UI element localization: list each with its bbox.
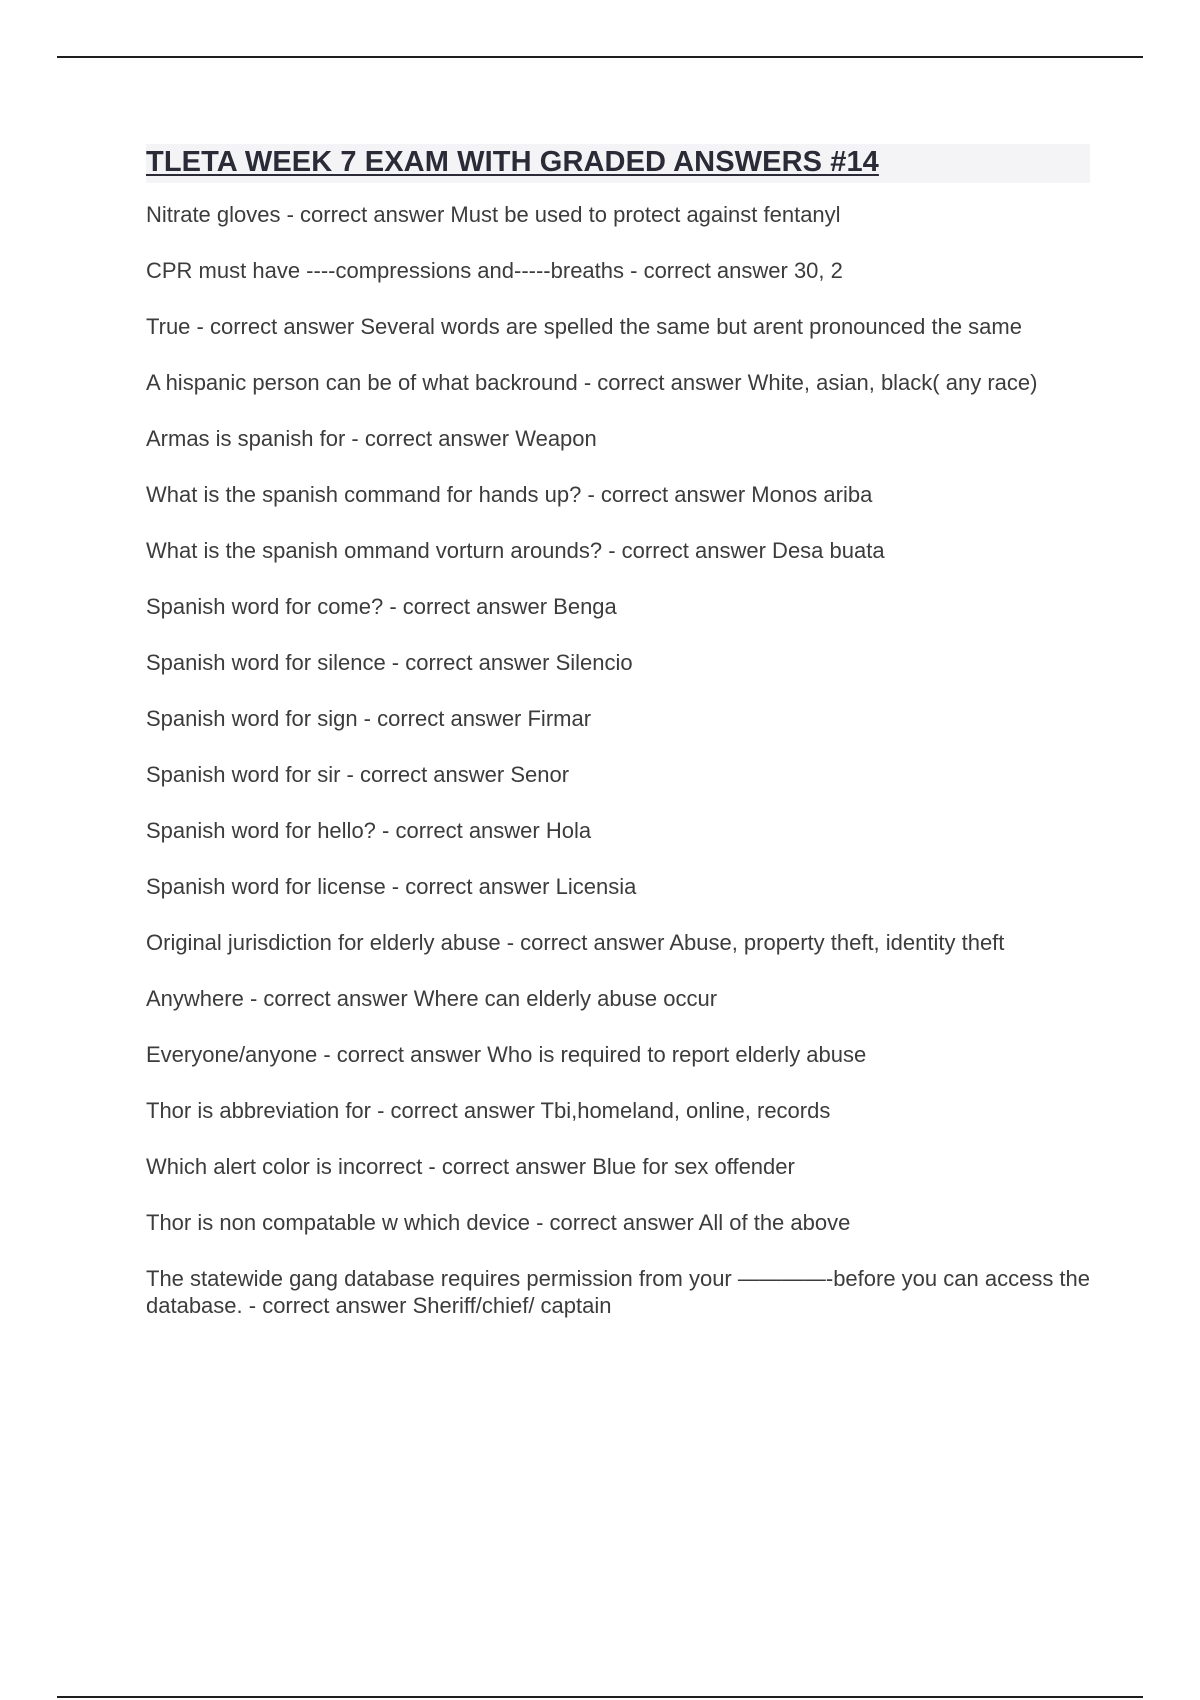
qa-item: Spanish word for sign - correct answer Firmar (146, 706, 592, 731)
qa-item: Nitrate gloves - correct answer Must be used to protect against fentanyl (146, 202, 841, 227)
qa-item: Thor is non compatable w which device - correct answer All of the above (146, 1210, 851, 1235)
qa-item: True - correct answer Several words are spelled the same but arent pronounced the same (146, 314, 1022, 339)
qa-item: Everyone/anyone - correct answer Who is required to report elderly abuse (146, 1042, 867, 1067)
document-title (146, 144, 1090, 183)
qa-item: Anywhere - correct answer Where can elderly abuse occur (146, 986, 718, 1011)
qa-item: CPR must have ----compressions and-----breaths - correct answer 30, 2 (146, 258, 843, 283)
qa-item: The statewide gang database requires permission from your ————-before you can access the database. - correct answer Sheriff/chief/ captain (146, 1266, 1091, 1318)
qa-item: Spanish word for come? - correct answer Benga (146, 594, 617, 619)
bottom-divider (57, 1696, 1143, 1698)
qa-item: Spanish word for hello? - correct answer Hola (146, 818, 592, 843)
document-body (146, 144, 1090, 1348)
qa-item: What is the spanish ommand vorturn arounds? - correct answer Desa buata (146, 538, 885, 563)
qa-item: What is the spanish command for hands up? - correct answer Monos ariba (146, 482, 873, 507)
qa-item: Spanish word for silence - correct answer Silencio (146, 650, 633, 675)
qa-item: Armas is spanish for - correct answer Weapon (146, 426, 597, 451)
document-title-text: TLETA WEEK 7 EXAM WITH GRADED ANSWERS #14 (146, 146, 879, 178)
qa-list (146, 201, 1090, 1319)
qa-item: Spanish word for sir - correct answer Senor (146, 762, 570, 787)
qa-item: Which alert color is incorrect - correct answer Blue for sex offender (146, 1154, 795, 1179)
qa-item: Thor is abbreviation for - correct answer Tbi,homeland, online, records (146, 1098, 831, 1123)
qa-item: A hispanic person can be of what backround - correct answer White, asian, black( any race) (146, 370, 1038, 395)
qa-item: Spanish word for license - correct answer Licensia (146, 874, 637, 899)
qa-item: Original jurisdiction for elderly abuse - correct answer Abuse, property theft, identity theft (146, 930, 1005, 955)
top-divider (57, 56, 1143, 58)
